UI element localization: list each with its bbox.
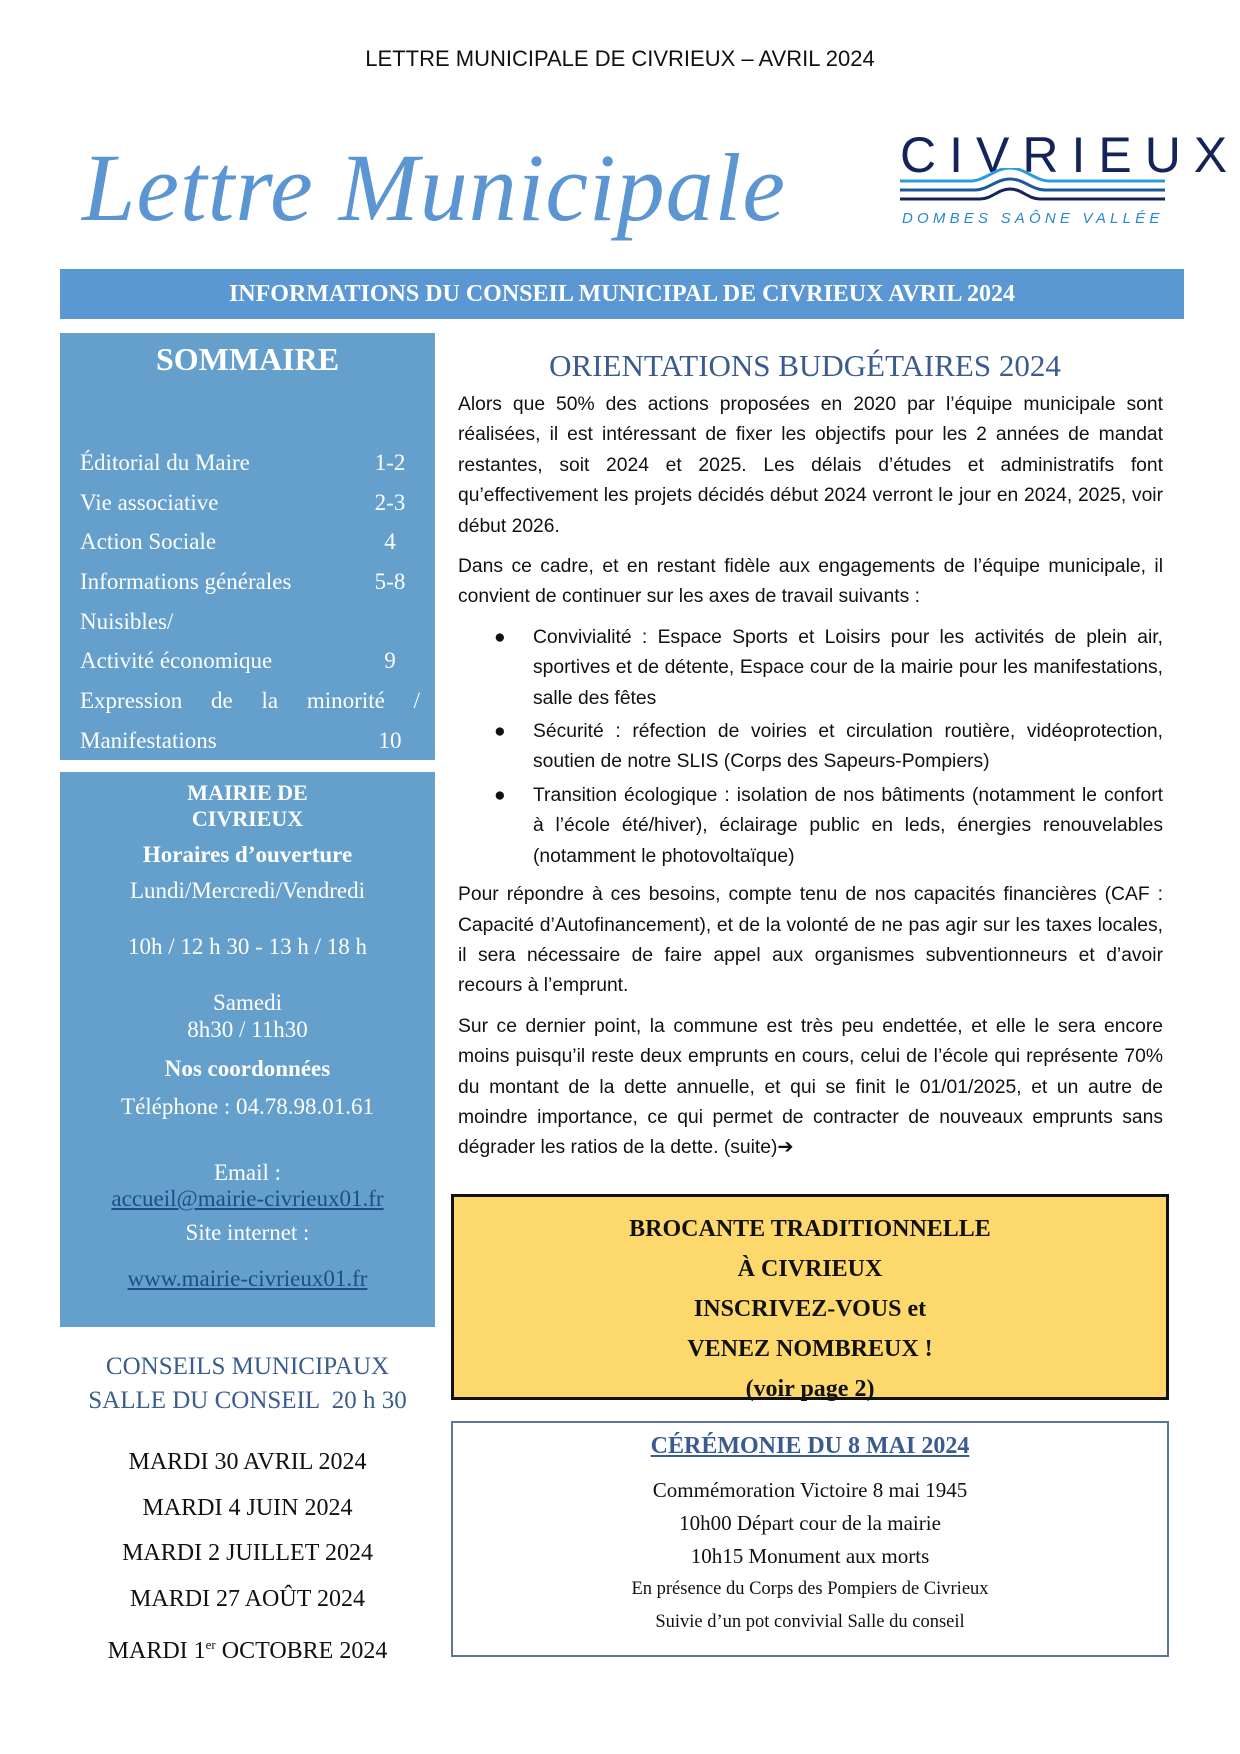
conseil-date: MARDI 30 AVRIL 2024 [128, 1449, 367, 1475]
article-paragraph: Alors que 50% des actions proposées en 2020 par l’équipe municipale sont réalisées, il est intéressant de fixer les objectifs pour les 2 années de mandat restantes, soit 2024 et 2025. Les délais d’études et administratifs font qu’effectivement les projets décidés début 2024 verront le jour en 2024, 2025, voir début 2026. [458, 394, 1163, 537]
sommaire-item-label: Activité économique [80, 648, 273, 674]
sommaire-item-pages: 9 [384, 648, 396, 674]
article-body [458, 390, 1163, 1174]
saturday-hours: 8h30 / 11h30 [187, 1017, 308, 1042]
conseils-heading-line1: CONSEILS MUNICIPAUX [105, 1353, 390, 1380]
sommaire-word: minorité [306, 688, 385, 714]
website-label: Site internet : [185, 1220, 310, 1245]
article-paragraph: Pour répondre à ces besoins, compte tenu de nos capacités financières (CAF : Capacité d’Autofinancement), et de la volonté de ne pas agir sur les taxes locales, il sera nécessaire de faire appel aux organismes subventionneurs et d’avoir recours à l’emprunt. [458, 884, 1163, 997]
brocante-line: (voir page 2) [745, 1376, 875, 1402]
ceremonie-title: CÉRÉMONIE DU 8 MAI 2024 [650, 1433, 970, 1459]
brocante-line: INSCRIVEZ-VOUS et [693, 1296, 927, 1322]
article-title: ORIENTATIONS BUDGÉTAIRES 2024 [549, 348, 1061, 383]
conseils-dates [60, 1440, 435, 1668]
sommaire-title: SOMMAIRE [155, 341, 340, 377]
sommaire-item-label: Éditorial du Maire [80, 450, 250, 475]
sommaire-item[interactable] [80, 522, 420, 562]
bullet-text: Transition écologique : isolation de nos bâtiments (notamment le confort à l’école été/hiver), éclairage public en leds, énergies renouvelables (notamment le photovoltaïque) [533, 784, 1163, 867]
weekdays: Lundi/Mercredi/Vendredi [129, 878, 366, 903]
ceremonie-line: 10h00 Départ cour de la mairie [679, 1511, 941, 1535]
brocante-line: VENEZ NOMBREUX ! [687, 1336, 933, 1362]
sommaire-word: Expression [80, 688, 183, 714]
sommaire-item-label: Nuisibles/ [80, 608, 174, 634]
date-sup: er [205, 1637, 216, 1652]
hours-heading: Horaires d’ouverture [142, 842, 353, 867]
logo-wordmark: CIVRIEUX [900, 127, 1240, 183]
page-header: LETTRE MUNICIPALE DE CIVRIEUX – AVRIL 2024 [365, 46, 875, 71]
sommaire-item-pages: 2-3 [374, 489, 406, 515]
sommaire-item-label: Informations générales [80, 569, 292, 595]
sommaire-item[interactable] [80, 602, 420, 642]
masthead-title: Lettre Municipale [82, 134, 786, 241]
bullet-icon: ● [494, 721, 506, 743]
phone: Téléphone : 04.78.98.01.61 [121, 1094, 374, 1119]
website-link[interactable]: www.mairie-civrieux01.fr [127, 1266, 368, 1291]
conseils-municipaux [60, 1350, 435, 1668]
ceremonie-line: Suivie d’un pot convivial Salle du conseil [655, 1612, 965, 1632]
bullet-icon: ● [494, 626, 506, 648]
weekday-hours: 10h / 12 h 30 - 13 h / 18 h [128, 934, 367, 959]
bullet-item [458, 717, 1163, 778]
ceremonie-box [451, 1421, 1169, 1657]
sommaire-item[interactable] [80, 562, 420, 602]
sommaire-word: / [413, 688, 420, 714]
arrow-right-icon[interactable]: ➔ [777, 1137, 794, 1159]
contact-heading: Nos coordonnées [164, 1056, 331, 1081]
sommaire-item-label: Action Sociale [80, 529, 217, 555]
sommaire-word: de [211, 688, 233, 714]
brocante-box [451, 1194, 1169, 1400]
bullet-icon: ● [494, 784, 506, 806]
sommaire-item[interactable] [80, 641, 420, 681]
conseil-date: MARDI 4 JUIN 2024 [142, 1494, 353, 1521]
sommaire-item-pages: 1-2 [374, 450, 406, 475]
ceremonie-line: 10h15 Monument aux morts [690, 1544, 930, 1568]
sommaire-item[interactable] [80, 443, 420, 483]
ceremonie-line: Commémoration Victoire 8 mai 1945 [652, 1478, 968, 1502]
mairie-info-box [60, 772, 435, 1327]
info-banner: INFORMATIONS DU CONSEIL MUNICIPAL DE CIVRIEUX AVRIL 2024 [60, 269, 1184, 319]
sommaire-item[interactable] [80, 681, 420, 721]
date-suffix: OCTOBRE 2024 [215, 1638, 388, 1664]
bullet-text: Convivialité : Espace Sports et Loisirs pour les activités de plein air, sportives et de détente, Espace cour de la mairie pour les manifestations, salle des fêtes [533, 626, 1163, 709]
brocante-line: À CIVRIEUX [737, 1256, 883, 1282]
mairie-title-line2: CIVRIEUX [191, 806, 304, 831]
sommaire-item[interactable] [80, 721, 420, 761]
sommaire-item-label [80, 681, 420, 721]
sommaire-item-label: Manifestations [80, 727, 217, 753]
article-paragraph-text: Sur ce dernier point, la commune est très peu endettée, et elle le sera encore moins puisqu’il reste deux emprunts en cours, celui de l’école qui représente 70% du montant de la dette annuelle, et qui se finit le 01/01/2025, et un autre de moindre importance, ce qui permet de contracter de nouveaux emprunts sans dégrader les ratios de la dette. (suite) [458, 1015, 1163, 1159]
article-paragraph [458, 1012, 1163, 1164]
article-bullets [458, 623, 1163, 872]
saturday: Samedi [213, 990, 282, 1015]
conseils-heading-line2: SALLE DU CONSEIL 20 h 30 [88, 1387, 407, 1414]
bullet-text: Sécurité : réfection de voiries et circulation routière, vidéoprotection, soutien de notre SLIS (Corps des Sapeurs-Pompiers) [533, 721, 1163, 773]
conseil-date [60, 1622, 435, 1668]
bullet-item [458, 781, 1163, 872]
sommaire-item-label: Vie associative [80, 489, 219, 515]
civrieux-logo [900, 127, 1240, 240]
sommaire-item-pages: 4 [384, 529, 396, 555]
conseil-date: MARDI 27 AOÛT 2024 [130, 1585, 365, 1612]
article-paragraph: Dans ce cadre, et en restant fidèle aux engagements de l’équipe municipale, il convient de continuer sur les axes de travail suivants : [458, 556, 1163, 608]
sommaire-box [60, 333, 435, 760]
sommaire-item-pages: 5-8 [374, 569, 406, 595]
bullet-item [458, 623, 1163, 714]
logo-tagline: DOMBES SAÔNE VALLÉE [902, 210, 1164, 227]
sommaire-item[interactable] [80, 483, 420, 523]
email-label: Email : [213, 1160, 282, 1185]
ceremonie-line: En présence du Corps des Pompiers de Civrieux [631, 1579, 989, 1599]
conseil-date: MARDI 2 JUILLET 2024 [122, 1540, 373, 1566]
date-prefix: MARDI 1 [107, 1638, 206, 1664]
wave-icon [900, 168, 1165, 208]
sommaire-item-pages [360, 602, 420, 642]
sommaire-word: la [261, 688, 279, 714]
brocante-line: BROCANTE TRADITIONNELLE [629, 1216, 991, 1242]
sommaire-list [80, 443, 420, 761]
sommaire-item-pages: 10 [378, 727, 402, 753]
mairie-title-line1: MAIRIE DE [187, 780, 308, 805]
email-link[interactable]: accueil@mairie-civrieux01.fr [111, 1186, 384, 1211]
